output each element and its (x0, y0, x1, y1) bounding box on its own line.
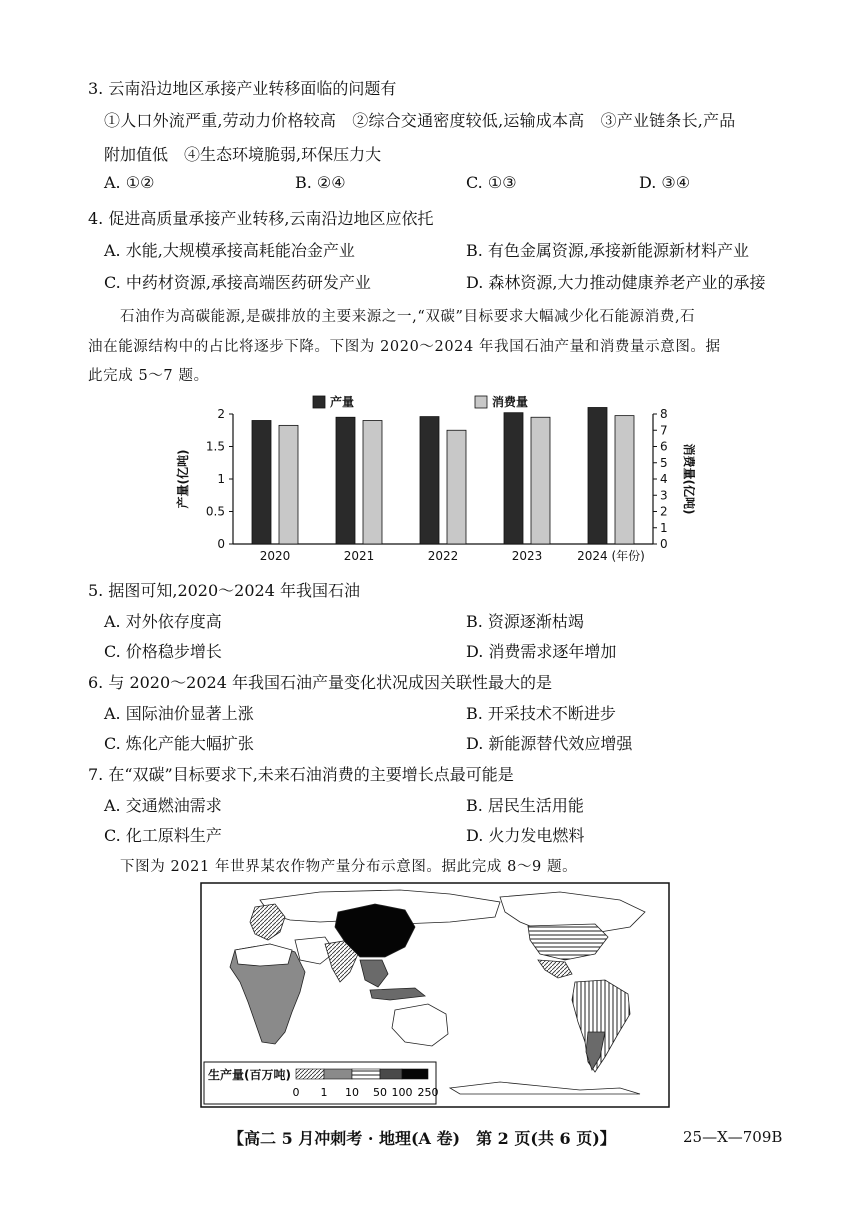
q6-stem: 6. 与 2020～2024 年我国石油产量变化状况成因关联性最大的是 (88, 673, 552, 692)
legend-swatch-production (313, 396, 325, 408)
q6-option-a[interactable]: A. 国际油价显著上涨 (104, 704, 254, 723)
left-tick-label: 0 (217, 537, 225, 551)
right-tick-label: 6 (660, 439, 668, 454)
world-map-svg (200, 882, 670, 1108)
legend-label-consumption: 消费量 (492, 395, 529, 409)
legend-swatch-4 (380, 1069, 402, 1079)
left-axis-label: 产量(亿吨) (176, 449, 190, 509)
q3-statements-line2: 附加值低 ④生态环境脆弱,环保压力大 (104, 145, 382, 164)
x-tick-label: 2023 (511, 549, 543, 563)
intro1-line1: 石油作为高碳能源,是碳排放的主要来源之一,“双碳”目标要求大幅减少化石能源消费,石 (120, 309, 696, 325)
world-map (200, 882, 670, 1108)
left-tick-label: 2 (217, 407, 225, 421)
q3-option-d[interactable]: D. ③④ (639, 173, 691, 192)
right-tick-label: 8 (660, 407, 668, 421)
right-tick-label: 2 (660, 504, 668, 519)
bar-production-2023 (504, 413, 523, 544)
bar-production-2022 (420, 417, 439, 544)
q5-option-d[interactable]: D. 消费需求逐年增加 (466, 642, 617, 661)
oil-chart (175, 388, 695, 574)
bar-consumption-2024 (615, 416, 634, 544)
right-tick-label: 3 (660, 488, 668, 503)
legend-swatch-2 (324, 1069, 352, 1079)
q6-option-b[interactable]: B. 开采技术不断进步 (466, 704, 616, 723)
q3-option-a[interactable]: A. ①② (104, 173, 155, 192)
right-tick-label: 4 (660, 472, 668, 486)
paper-code: 25—X—709B (683, 1128, 783, 1146)
intro2: 下图为 2021 年世界某农作物产量分布示意图。据此完成 8～9 题。 (120, 859, 578, 875)
q4-option-b[interactable]: B. 有色金属资源,承接新能源新材料产业 (466, 241, 750, 260)
left-tick-label: 0.5 (205, 504, 225, 519)
bar-consumption-2022 (447, 430, 466, 544)
q4-option-a[interactable]: A. 水能,大规模承接高耗能冶金产业 (104, 241, 355, 260)
bar-production-2021 (336, 417, 355, 544)
q7-stem: 7. 在“双碳”目标要求下,未来石油消费的主要增长点最可能是 (88, 765, 514, 784)
q7-option-d[interactable]: D. 火力发电燃料 (466, 826, 585, 845)
x-tick-label: 2021 (343, 549, 375, 563)
legend-tick-1: 1 (320, 1086, 328, 1099)
bar-production-2024 (588, 408, 607, 545)
bar-consumption-2023 (531, 417, 550, 544)
q7-option-c[interactable]: C. 化工原料生产 (104, 826, 222, 845)
q5-option-b[interactable]: B. 资源逐渐枯竭 (466, 612, 584, 631)
left-tick-label: 1.5 (205, 439, 225, 454)
q4-stem: 4. 促进高质量承接产业转移,云南沿边地区应依托 (88, 209, 434, 228)
q7-option-b[interactable]: B. 居民生活用能 (466, 796, 584, 815)
oil-chart-svg (175, 388, 695, 574)
q6-option-d[interactable]: D. 新能源替代效应增强 (466, 734, 633, 753)
map-legend (204, 1062, 439, 1104)
legend-label-production: 产量 (330, 395, 355, 409)
q4-option-c[interactable]: C. 中药材资源,承接高端医药研发产业 (104, 273, 371, 292)
q5-option-a[interactable]: A. 对外依存度高 (104, 612, 222, 631)
right-tick-label: 0 (660, 537, 668, 551)
q3-option-c[interactable]: C. ①③ (466, 173, 517, 192)
right-axis-label: 消费量(亿吨) (682, 443, 695, 515)
right-tick-label: 7 (660, 423, 668, 438)
map-legend-title: 生产量(百万吨) (208, 1068, 291, 1082)
bar-consumption-2021 (363, 421, 382, 545)
right-tick-label: 1 (660, 520, 668, 535)
legend-tick-0: 0 (292, 1086, 300, 1099)
q4-option-d[interactable]: D. 森林资源,大力推动健康养老产业的承接 (466, 273, 766, 292)
intro1-line2: 油在能源结构中的占比将逐步下降。下图为 2020～2024 年我国石油产量和消费量示意图。据 (88, 339, 721, 355)
left-tick-label: 1 (217, 472, 225, 486)
q5-stem: 5. 据图可知,2020～2024 年我国石油 (88, 581, 360, 600)
x-tick-label: 2020 (259, 549, 291, 563)
page-footer: 【高二 5 月冲刺考 · 地理(A 卷) 第 2 页(共 6 页)】 (228, 1129, 616, 1148)
bar-production-2020 (252, 421, 271, 545)
legend-tick-2: 10 (345, 1086, 359, 1099)
legend-swatch-consumption (475, 396, 487, 408)
legend-swatch-3 (352, 1069, 380, 1079)
legend-swatch-1 (296, 1069, 324, 1079)
q3-option-b[interactable]: B. ②④ (295, 173, 346, 192)
q7-option-a[interactable]: A. 交通燃油需求 (104, 796, 222, 815)
x-tick-label: 2024 (年份) (577, 549, 645, 563)
q3-stem: 3. 云南沿边地区承接产业转移面临的问题有 (88, 79, 397, 98)
q3-statements-line1: ①人口外流严重,劳动力价格较高 ②综合交通密度较低,运输成本高 ③产业链条长,产品 (104, 111, 736, 130)
legend-tick-3: 50 (373, 1086, 387, 1099)
right-tick-label: 5 (660, 455, 668, 470)
x-tick-label: 2022 (427, 549, 459, 563)
bar-consumption-2020 (279, 425, 298, 544)
legend-tick-5: 250 (417, 1086, 439, 1099)
legend-tick-4: 100 (391, 1086, 413, 1099)
intro1-line3: 此完成 5～7 题。 (88, 368, 209, 384)
q6-option-c[interactable]: C. 炼化产能大幅扩张 (104, 734, 254, 753)
legend-swatch-5 (402, 1069, 428, 1079)
q5-option-c[interactable]: C. 价格稳步增长 (104, 642, 222, 661)
